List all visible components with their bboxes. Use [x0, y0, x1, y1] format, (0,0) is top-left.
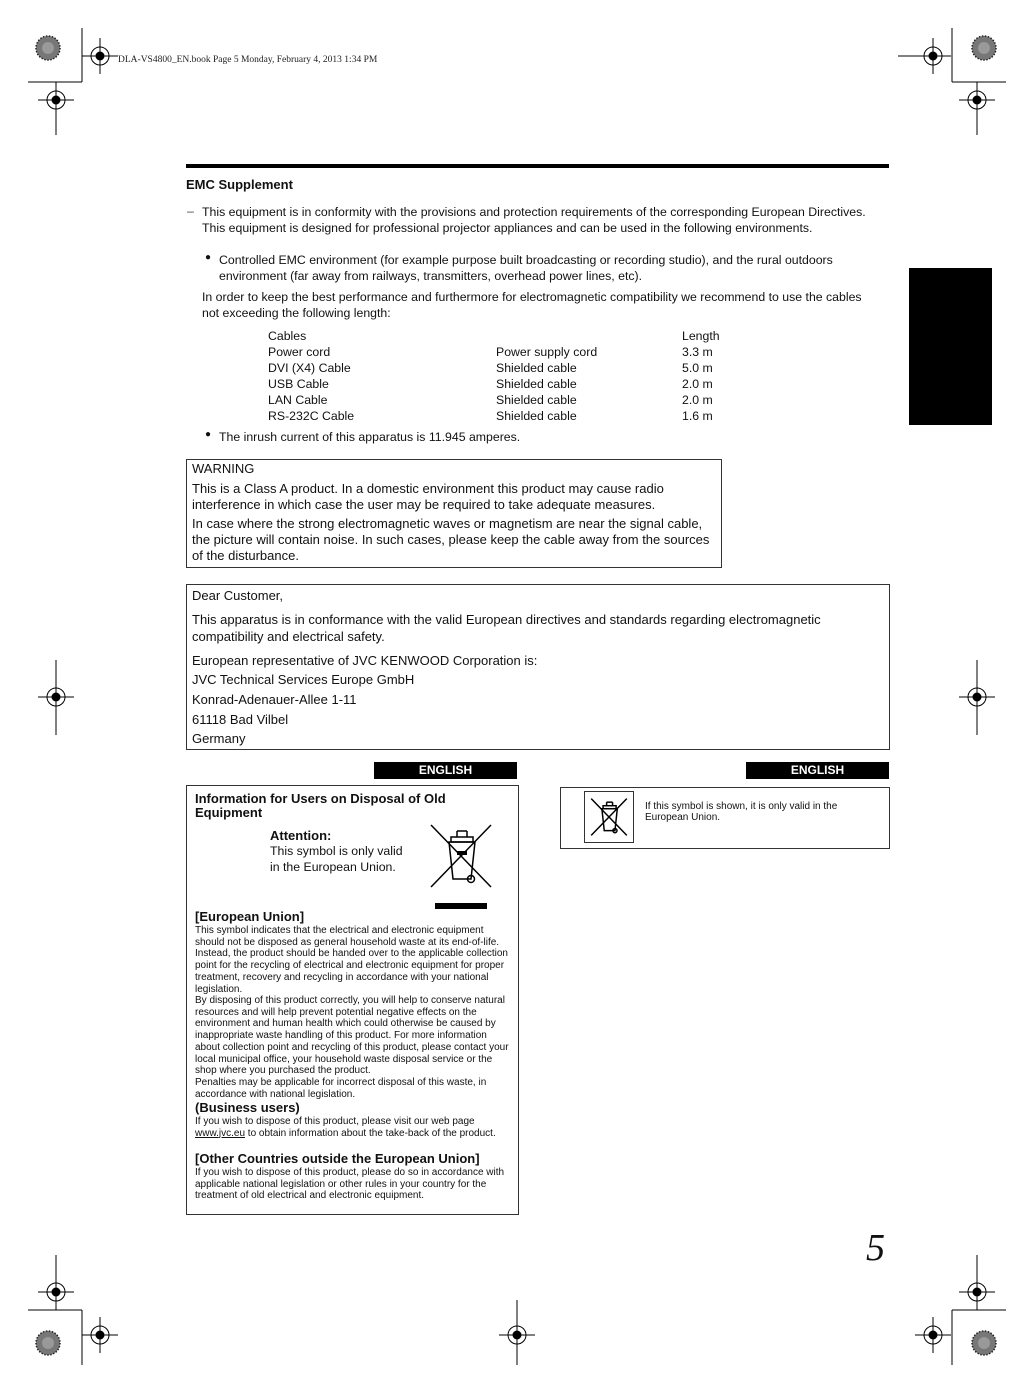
table-cell: 3.3 m [682, 345, 713, 359]
warning-box [186, 459, 722, 568]
business-paragraph [195, 1116, 513, 1139]
table-row [266, 376, 742, 392]
table-cell: DVI (X4) Cable [268, 361, 351, 375]
table-cell: Power supply cord [496, 345, 598, 359]
conformity-text: This equipment is in conformity with the provisions and protection requirements of the corresponding European Directives. [202, 205, 866, 219]
table-cell: Shielded cable [496, 409, 577, 423]
table-row [266, 408, 742, 424]
eu-symbol-box [560, 787, 890, 849]
section-title: EMC Supplement [186, 177, 293, 192]
warning-class-a-text: This is a Class A product. In a domestic environment this product may cause radio interference in which case the user may be required to take adequate measures. [192, 481, 664, 512]
registration-mark-icon [82, 38, 118, 74]
bullet-icon: ● [205, 429, 212, 440]
street-address: Konrad-Adenauer-Allee 1-11 [192, 692, 357, 707]
crossed-out-wheelie-bin-icon [429, 823, 493, 889]
section-tab-marker [909, 268, 992, 425]
jvc-website-link[interactable]: www.jvc.eu [195, 1127, 246, 1139]
registration-mark-icon [915, 1317, 951, 1353]
table-cell: 5.0 m [682, 361, 713, 375]
eu-paragraph: By disposing of this product correctly, you will help to conserve natural resources and will help prevent potential negative effects on the environment and human health which could otherwise be caused by inappropriate waste handling of this product. For more information about collection point and recycling of this product, please contact your local municipal office, your household waste disposal service or the shop where you purchased the product. [195, 995, 509, 1077]
disposal-title: Information for Users on Disposal of Old Equipment [195, 791, 446, 820]
top-rule [186, 164, 889, 168]
table-row [266, 392, 742, 408]
crossed-out-wheelie-bin-icon [590, 797, 628, 837]
country: Germany [192, 731, 246, 746]
representative-text: European representative of JVC KENWOOD Corporation is: [192, 653, 538, 668]
table-cell: Power cord [268, 345, 331, 359]
eu-symbol-text: If this symbol is shown, it is only valid in the European Union. [645, 801, 838, 823]
table-header: Cables [268, 329, 307, 343]
inrush-current-bullet: The inrush current of this apparatus is 11.945 amperes. [219, 430, 521, 444]
table-cell: RS-232C Cable [268, 409, 355, 423]
table-cell: 1.6 m [682, 409, 713, 423]
emc-environment-bullet: Controlled EMC environment (for example purpose built broadcasting or recording studio), and the rural outdoors environment (far away from railways, transmitters, overhead power lines, etc). [219, 253, 833, 283]
table-cell: 2.0 m [682, 377, 713, 391]
table-row [266, 360, 742, 376]
emc-paragraph [202, 204, 882, 236]
table-cell: Shielded cable [496, 393, 577, 407]
table-cell: Shielded cable [496, 377, 577, 391]
customer-notice-box [186, 584, 890, 750]
customer-greeting: Dear Customer, [192, 588, 284, 603]
color-bar-icon [36, 1331, 60, 1355]
business-text: If you wish to dispose of this product, please visit our web page [195, 1116, 475, 1127]
table-header: Length [682, 329, 720, 343]
attention-text: This symbol is only valid in the European Union. [270, 844, 403, 874]
cables-table [266, 328, 742, 424]
symbol-frame [584, 791, 634, 843]
color-bar-icon [36, 36, 60, 60]
eu-paragraph: Penalties may be applicable for incorrect disposal of this waste, in accordance with national legislation. [195, 1077, 487, 1100]
bullet-icon: ● [205, 252, 212, 263]
warning-title: WARNING [192, 461, 255, 476]
other-countries-heading: [Other Countries outside the European Union] [195, 1151, 480, 1166]
eu-paragraph: This symbol indicates that the electrical and electronic equipment should not be disposed as general household waste at its end-of-life. Instead, the product should be handed over to the applicable collection point for the recycling of electrical and electronic equipment for proper treatment, recovery and recycling in accordance with your national legislation. [195, 925, 508, 995]
cable-recommendation: In order to keep the best performance and furthermore for electromagnetic compatibility we recommend to use the cables not exceeding the following length: [202, 290, 862, 320]
other-countries-paragraph: If you wish to dispose of this product, please do so in accordance with applicable national legislation or other rules in your country for the treatment of old electrical and electronic equipment. [195, 1167, 505, 1202]
eu-heading: [European Union] [195, 909, 305, 924]
environment-text: This equipment is designed for professional projector appliances and can be used in the following environments. [202, 221, 813, 235]
business-heading: (Business users) [195, 1100, 300, 1115]
attention-title: Attention: [270, 828, 332, 843]
city-address: 61118 Bad Vilbel [192, 712, 289, 727]
table-cell: Shielded cable [496, 361, 577, 375]
table-row [266, 344, 742, 360]
registration-mark-icon [82, 1317, 118, 1353]
table-cell: LAN Cable [268, 393, 328, 407]
page-number: 5 [866, 1227, 885, 1269]
table-cell: USB Cable [268, 377, 329, 391]
business-text: to obtain information about the take-back of the product. [245, 1127, 496, 1139]
color-bar-icon [972, 1331, 996, 1355]
file-header: DLA-VS4800_EN.book Page 5 Monday, February 4, 2013 1:34 PM [118, 55, 378, 65]
warning-noise-text: In case where the strong electromagnetic waves or magnetism are near the signal cable, the picture will contain noise. In such cases, please keep the cable away from the sources of the disturbance. [192, 516, 710, 563]
language-badge: ENGLISH [374, 762, 517, 779]
company-name: JVC Technical Services Europe GmbH [192, 672, 415, 687]
table-cell: 2.0 m [682, 393, 713, 407]
language-badge: ENGLISH [746, 762, 889, 779]
disposal-info-box [186, 785, 519, 1215]
table-header-row [266, 328, 742, 344]
table-header [496, 328, 682, 344]
list-dash: – [187, 204, 194, 218]
conformance-text: This apparatus is in conformance with the valid European directives and standards regarding electromagnetic compatibility and electrical safety. [192, 612, 821, 644]
bin-symbol-bar [435, 903, 487, 909]
registration-mark-icon [915, 38, 951, 74]
color-bar-icon [972, 36, 996, 60]
